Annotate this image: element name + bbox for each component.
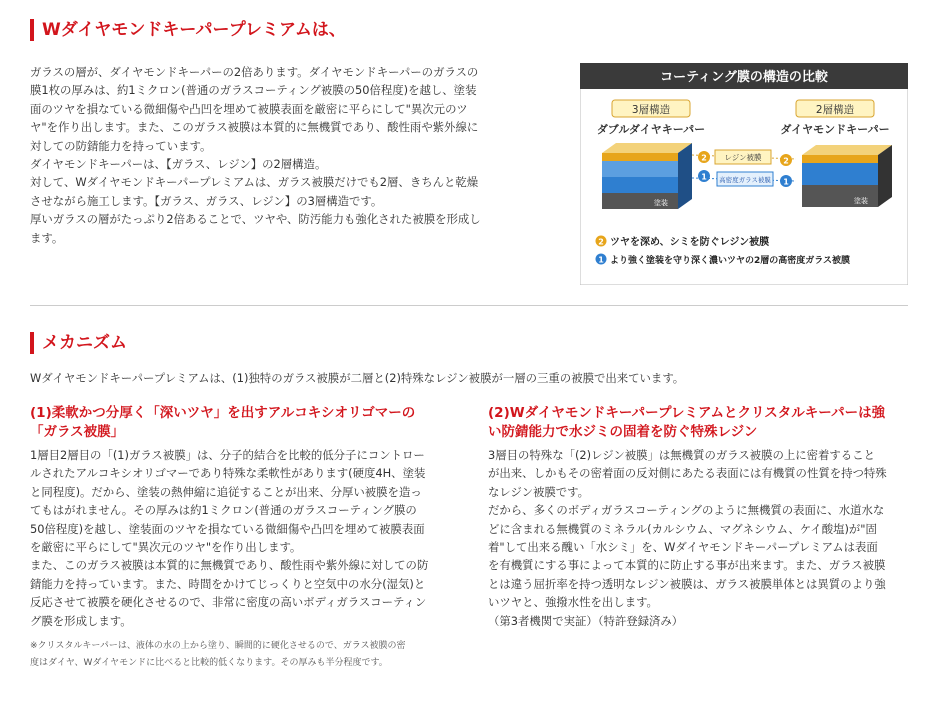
right-paint-label: 塗装	[854, 197, 868, 205]
text-line: 厚いガラスの層がたっぷり2倍あることで、ツヤや、防汚能力も強化された被膜を形成し	[30, 212, 481, 227]
text-line: なレジン被膜です。	[488, 484, 590, 499]
marker-1-right: 1	[783, 177, 789, 187]
marker-2-right: 2	[783, 156, 789, 166]
text-line: 対しての防錆能力を持っています。	[30, 138, 212, 153]
left-coating-block	[602, 143, 692, 209]
text-line: グ膜を形成します。	[30, 613, 132, 628]
right-name: ダイヤモンドキーパー	[780, 123, 890, 136]
note-line: 度はダイヤ、Wダイヤモンドに比べると比較的低くなります。その厚みも半分程度です。	[30, 658, 388, 668]
figure-title: コーティング膜の構造の比較	[660, 70, 828, 85]
legend-marker-1: 1	[598, 255, 604, 265]
marker-2-left: 2	[701, 153, 707, 163]
right-coating-block	[802, 145, 892, 207]
text-line: 50倍程度)を越し、塗装面のツヤを損なている微細傷や凸凹を埋めて被膜表面	[30, 521, 425, 536]
text-line: ます。	[30, 230, 64, 245]
glass-film-description	[30, 446, 428, 630]
text-line: 面のツヤを損なている微細傷や凸凹を埋めて被膜表面を厳密に平らにして"異次元のツ	[30, 101, 468, 116]
text-line: 3層目の特殊な「(2)レジン被膜」は無機質のガラス被膜の上に密着すること	[488, 448, 875, 462]
text-line: また、このガラス被膜は本質的に無機質であり、酸性雨や紫外線に対しての防	[30, 558, 429, 573]
resin-film-title	[488, 404, 885, 442]
text-line: させながら施工します。【ガラス、ガラス、レジン】の3層構造です。	[30, 193, 383, 208]
left-tag: 3層構造	[631, 104, 671, 116]
text-line: とは違う屈折率を持つ透明なレジン被膜は、ガラス被膜単体とは異質のより強	[488, 576, 886, 591]
text-line: 錆能力を持っています。また、時間をかけてじっくりと空気中の水分(湿気)と	[30, 576, 426, 591]
marker-1-left: 1	[701, 172, 707, 182]
text-line: 膜1枚の厚みは、約1ミクロン(普通のガラスコーティング被膜の50倍程度)を越し、塗装	[30, 83, 477, 98]
resin-film-description	[488, 446, 887, 630]
text-line: ダイヤモンドキーパーは、【ガラス、レジン】の2層構造。	[30, 157, 327, 172]
intro-text: Wダイヤモンドキーパープレミアムは、(1)独特のガラス被膜が二層と(2)特殊なレジン被膜が一層の三重の被膜で出来ています。	[30, 371, 685, 385]
legend-marker-2: 2	[598, 237, 604, 247]
text-line: と同程度)。だから、塗装の熱伸縮に追従することが出来、分厚い被膜を造っ	[30, 484, 422, 499]
left-paint-label: 塗装	[654, 199, 668, 207]
text-line: ヤ"を作り出します。また、このガラス被膜は本質的に無機質であり、酸性雨や紫外線に	[30, 120, 479, 135]
text-line: いツヤと、強撥水性を出します。	[488, 595, 658, 610]
section-divider	[30, 305, 908, 306]
left-name: ダブルダイヤキーパー	[596, 123, 706, 136]
text-line: 対して、Wダイヤモンドキーパープレミアムは、ガラス被膜だけでも2層、きちんと乾燥	[30, 175, 479, 190]
text-line: を有機質にする事によって本質的に防止する事が出来ます。また、ガラス被膜	[488, 558, 886, 573]
text-line: 1層目2層目の「(1)ガラス被膜」は、分子的結合を比較的低分子にコントロー	[30, 448, 425, 462]
title-line: い防錆能力で水ジミの固着を防ぐ特殊レジン	[488, 424, 758, 440]
note-line: ※クリスタルキーパーは、液体の水の上から塗り、瞬間的に硬化させるので、ガラス被膜の密	[30, 641, 406, 651]
title-line: 「ガラス被膜」	[30, 424, 125, 440]
text-line: が出来、しかもその密着面の反対側にあたる表面には有機質の性質を持つ特殊	[488, 466, 887, 481]
text-line: だから、多くのボディガラスコーティングのように無機質の表面に、水道水な	[488, 503, 885, 518]
text-line: ルされたアルコキシオリゴマーであり特殊な柔軟性があります(硬度4H、塗装	[30, 466, 426, 481]
text-line: 反応させて被膜を硬化させるので、非常に密度の高いボディガラスコーティン	[30, 595, 427, 610]
crystal-keeper-note	[30, 638, 405, 672]
glass-film-title	[30, 404, 415, 442]
text-line: てもはがれません。その厚みは約1ミクロン(普通のガラスコーティング膜の	[30, 503, 417, 518]
glass-label: 高密度ガラス被膜	[719, 176, 771, 184]
text-line: どに含まれる無機質のミネラル(カルシウム、マグネシウム、ケイ酸塩)が"固	[488, 521, 877, 536]
text-line: を厳密に平らにして"異次元のツヤ"を作り出します。	[30, 540, 302, 555]
legend-resin: ツヤを深め、シミを防ぐレジン被膜	[610, 237, 770, 248]
title-line: (2)Wダイヤモンドキーパープレミアムとクリスタルキーパーは強	[488, 405, 886, 421]
coating-structure-figure	[580, 63, 908, 285]
section-heading-mechanism: メカニズム	[30, 332, 127, 354]
resin-label: レジン被膜	[724, 153, 762, 162]
text-line: （第3者機関で実証）（特許登録済み）	[488, 613, 684, 628]
section-heading-premium: Wダイヤモンドキーパープレミアムは、	[30, 19, 346, 41]
coating-structure-diagram	[580, 63, 908, 285]
text-line: 着"して出来る醜い「水シミ」を、Wダイヤモンドキーパープレミアムは表面	[488, 540, 878, 555]
legend-glass: より強く塗装を守り深く濃いツヤの2層の高密度ガラス被膜	[610, 256, 850, 266]
text-line: ガラスの層が、ダイヤモンドキーパーの2倍あります。ダイヤモンドキーパーのガラスの	[30, 65, 479, 79]
title-line: (1)柔軟かつ分厚く「深いツヤ」を出すアルコキシオリゴマーの	[30, 405, 416, 421]
mechanism-intro	[30, 369, 684, 387]
right-tag: 2層構造	[815, 104, 855, 116]
premium-description	[30, 63, 510, 247]
